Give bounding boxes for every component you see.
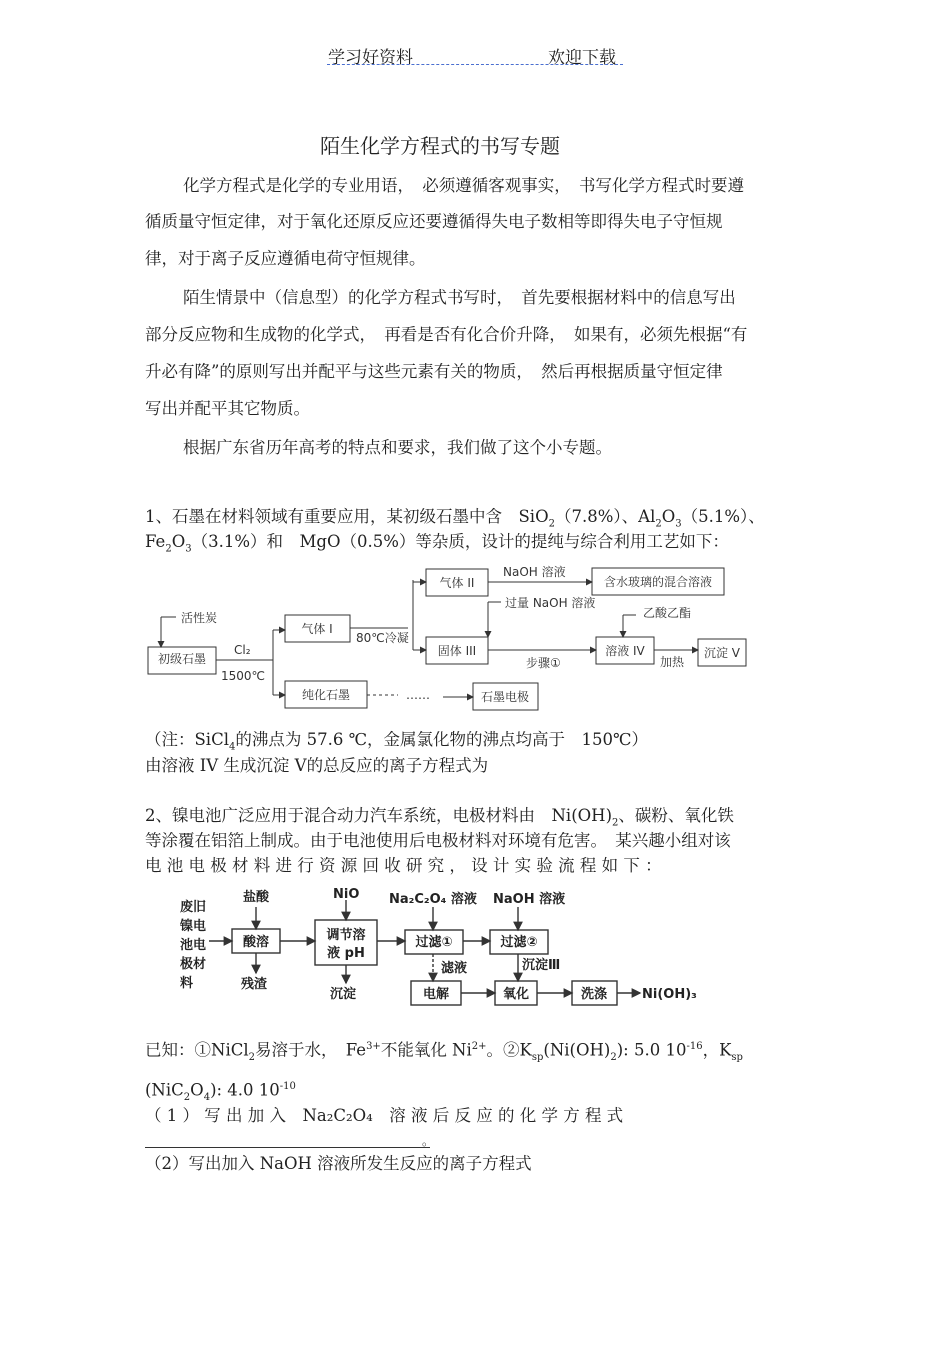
intro-line: 部分反应物和生成物的化学式， 再看是否有化合价升降， 如果有，必须先根据“有 — [145, 325, 748, 344]
label-condense: 80℃冷凝 — [356, 631, 409, 645]
label-solid3: 固体 III — [437, 644, 477, 658]
label-electrode: 石墨电极 — [480, 690, 530, 704]
label-naoh: NaOH 溶液 — [503, 565, 566, 579]
intro-line: 根据广东省历年高考的特点和要求，我们做了这个小专题。 — [183, 438, 612, 457]
q2-known-line1: 已知：①NiCl$_2$易溶于水， $Fe^{3+}$不能氧化 $Ni^{2+}$。$②K_{sp}(Ni(OH)_2)$: 5.0 $10^{-16}$，$K_{sp}$ — [145, 1040, 743, 1063]
q2-known-line2: $(NiC_2O_4)$: 4.0 $10^{-10}$ — [145, 1080, 296, 1103]
q2-flowchart — [175, 885, 705, 1010]
label-waste-2: 镍电 — [180, 919, 207, 934]
label-filter2: 过滤② — [500, 935, 538, 950]
label-nio: NiO — [333, 887, 360, 902]
label-ppt5: 沉淀 V — [703, 646, 741, 660]
label-dissolve: 酸溶 — [242, 935, 270, 950]
header-right: 欢迎下载 — [548, 48, 616, 68]
label-step: 步骤① — [526, 656, 561, 670]
q1-ask: 由溶液 IV 生成沉淀 V的总反应的离子方程式为 — [145, 756, 489, 775]
q2-part2: （2）写出加入 NaOH 溶液所发生反应的离子方程式 — [145, 1154, 532, 1173]
label-gas2: 气体 II — [439, 576, 475, 590]
label-naoh2: NaOH 溶液 — [493, 892, 566, 907]
label-cl2: Cl₂ — [234, 643, 251, 657]
label-waste-5: 料 — [180, 976, 194, 991]
intro-line: 循质量守恒定律，对于氧化还原反应还要遵循得失电子数相等即得失电子守恒规 — [145, 212, 723, 231]
label-ppt3: 沉淀Ⅲ — [522, 958, 561, 973]
label-ester: 乙酸乙酯 — [643, 606, 692, 620]
label-ppt: 沉淀 — [330, 987, 357, 1002]
label-oxidize: 氧化 — [502, 987, 530, 1002]
label-excess-naoh: 过量 NaOH 溶液 — [505, 596, 596, 610]
label-dots: …… — [406, 688, 430, 702]
q2-part1: （ 1 ） 写 出 加 入 Na₂C₂O₄ 溶 液 后 反 应 的 化 学 方 程 式 — [145, 1106, 624, 1125]
q1-flowchart — [143, 560, 748, 715]
label-oxalate: Na₂C₂O₄ 溶液 — [389, 892, 477, 907]
label-hcl: 盐酸 — [243, 890, 270, 905]
header-rule — [327, 64, 623, 65]
q2-line1: 2、镍电池广泛应用于混合动力汽车系统，电极材料由 $Ni(OH)_2$、碳粉、氧化铁 — [145, 806, 734, 829]
intro-line: 陌生情景中（信息型）的化学方程式书写时， 首先要根据材料中的信息写出 — [183, 288, 736, 307]
intro-line: 升必有降”的原则写出并配平与这些元素有关的物质， 然后再根据质量守恒定律 — [145, 362, 723, 381]
label-electrolysis: 电解 — [422, 987, 450, 1002]
answer-blank — [145, 1147, 430, 1148]
page-title: 陌生化学方程式的书写专题 — [320, 134, 560, 158]
label-filter1: 过滤① — [415, 935, 453, 950]
label-carbon: 活性炭 — [181, 611, 218, 625]
q1-line2: $Fe_2O_3(3.1\%)$和 MgO（0.5%）等杂质，设计的提纯与综合利用工艺如下： — [145, 532, 729, 555]
label-wash: 洗涤 — [580, 987, 608, 1002]
label-temp: 1500℃ — [221, 669, 266, 683]
label-adjust-1: 调节溶 — [326, 928, 366, 943]
label-crude: 初级石墨 — [157, 652, 207, 666]
q2-part1-end: 。 — [422, 1134, 435, 1148]
q2-line3: 电 池 电 极 材 料 进 行 资 源 回 收 研 究 ， 设 计 实 验 流 程 如 下 ： — [145, 856, 662, 875]
intro-line: 写出并配平其它物质。 — [145, 399, 310, 418]
label-filtrate: 滤液 — [441, 961, 468, 976]
label-waste-4: 极材 — [180, 957, 207, 972]
q1-line1: 1、石墨在材料领域有重要应用，某初级石墨中含 SiO$_2$（7.8%）、$Al_2O_3(5.1\%)$、 — [145, 507, 765, 530]
label-product: Ni(OH)₃ — [642, 987, 697, 1002]
label-waste-1: 废旧 — [180, 900, 207, 915]
header-left: 学习好资料 — [328, 48, 413, 68]
q1-note: （注：SiCl$_4$的沸点为 57.6 ℃，金属氯化物的沸点均高于 150℃） — [145, 730, 648, 753]
label-heat: 加热 — [660, 655, 685, 669]
q2-line2: 等涂覆在铝箔上制成。由于电池使用后电极材料对环境有危害。 某兴趣小组对该 — [145, 831, 731, 850]
label-adjust-2: 液 pH — [327, 946, 365, 961]
label-residue: 残渣 — [241, 977, 268, 992]
label-pure: 纯化石墨 — [301, 688, 351, 702]
label-sol4: 溶液 IV — [605, 644, 645, 658]
intro-line: 化学方程式是化学的专业用语， 必须遵循客观事实， 书写化学方程式时要遵 — [183, 176, 744, 195]
intro-line: 律，对于离子反应遵循电荷守恒规律。 — [145, 249, 426, 268]
label-waste-3: 池电 — [180, 938, 207, 953]
label-glass: 含水玻璃的混合溶液 — [603, 575, 713, 589]
label-gas1: 气体 I — [301, 622, 333, 636]
